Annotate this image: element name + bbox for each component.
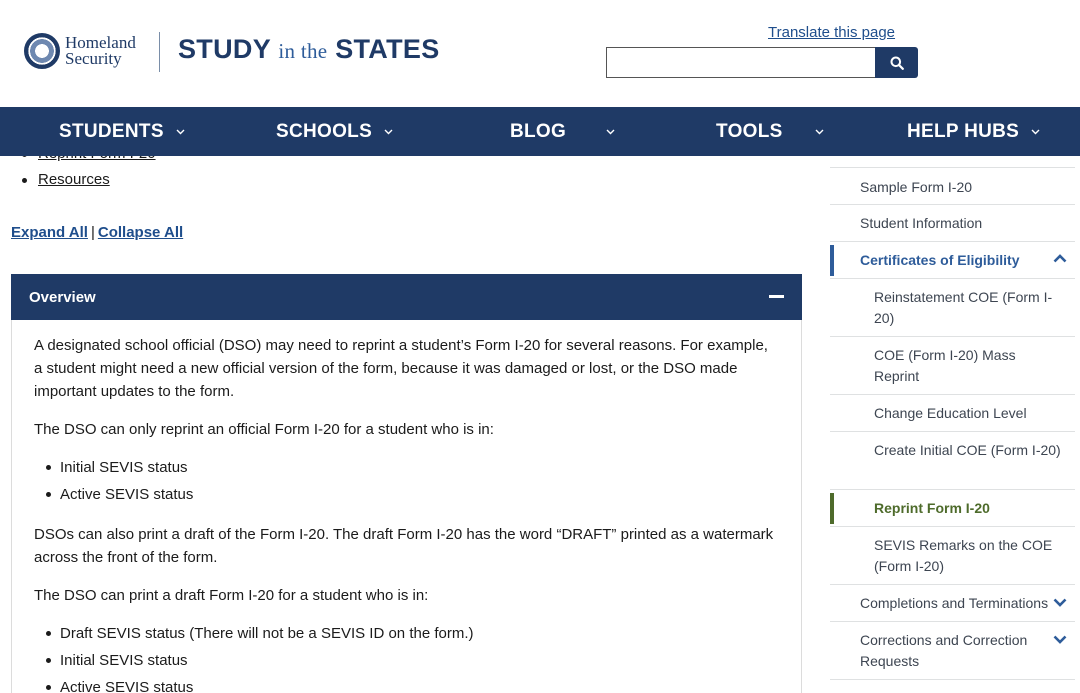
separator: | bbox=[90, 224, 95, 241]
list-item: Initial SEVIS status bbox=[34, 456, 779, 483]
sidebar-item-reprint-form[interactable]: Reprint Form I-20 bbox=[830, 490, 1075, 527]
search-icon bbox=[890, 56, 904, 70]
chevron-down-icon[interactable] bbox=[1053, 635, 1067, 644]
sidebar-item-certificates[interactable]: Certificates of Eligibility bbox=[830, 242, 1075, 279]
paragraph: A designated school official (DSO) may need to reprint a student’s Form I-20 for several reasons. For example, a student might need a new official version of the form, because it was damaged or lost, or the DSO made important updates to the form. bbox=[34, 337, 768, 400]
chevron-down-icon bbox=[815, 129, 824, 135]
sidebar-item-create-initial-coe[interactable]: Create Initial COE (Form I-20) bbox=[830, 432, 1075, 490]
accordion-title: Overview bbox=[29, 288, 96, 306]
list-item: Draft SEVIS status (There will not be a SEVIS ID on the form.) bbox=[34, 622, 779, 649]
list-item: Active SEVIS status bbox=[34, 676, 779, 693]
chevron-up-icon[interactable] bbox=[1053, 254, 1067, 263]
study-in-the-states-logo[interactable]: STUDY in the STATES bbox=[178, 34, 440, 64]
sidebar-item-student-information[interactable]: Student Information bbox=[830, 205, 1075, 242]
search-button[interactable] bbox=[875, 47, 918, 78]
list-item bbox=[22, 170, 156, 196]
dhs-logo[interactable] bbox=[24, 33, 136, 69]
collapse-minus-icon[interactable] bbox=[769, 295, 784, 298]
active-indicator bbox=[830, 245, 834, 276]
header-divider bbox=[159, 32, 160, 72]
nav-item-help-hubs[interactable]: HELP HUBS bbox=[907, 107, 1040, 156]
sidebar-item-corrections[interactable]: Corrections and Correction Requests bbox=[830, 622, 1075, 680]
dhs-seal-icon bbox=[24, 33, 60, 69]
sidebar-item-reinstatement-coe[interactable]: Reinstatement COE (Form I-20) bbox=[830, 279, 1075, 337]
sidebar-item-mass-reprint[interactable]: COE (Form I-20) Mass Reprint bbox=[830, 337, 1075, 395]
nav-item-tools[interactable]: TOOLS bbox=[716, 107, 824, 156]
dhs-wordmark: Homeland Security bbox=[65, 33, 136, 68]
nav-item-schools[interactable]: SCHOOLS bbox=[276, 107, 393, 156]
resources-link[interactable]: Resources bbox=[38, 171, 110, 188]
translate-page-link[interactable]: Translate this page bbox=[768, 24, 896, 41]
list-item: Initial SEVIS status bbox=[34, 649, 779, 676]
official-status-list bbox=[34, 456, 779, 510]
paragraph: The DSO can only reprint an official Form I-20 for a student who is in: bbox=[34, 421, 494, 438]
chevron-down-icon[interactable] bbox=[1053, 598, 1067, 607]
site-header bbox=[0, 0, 1080, 107]
sidebar-item-completions[interactable]: Completions and Terminations bbox=[830, 585, 1075, 622]
list-item: Active SEVIS status bbox=[34, 483, 779, 510]
chevron-down-icon bbox=[384, 129, 393, 135]
sidebar-item-sevis-remarks[interactable]: SEVIS Remarks on the COE (Form I-20) bbox=[830, 527, 1075, 585]
main-nav bbox=[0, 107, 1080, 156]
current-indicator bbox=[830, 493, 834, 524]
paragraph: DSOs can also print a draft of the Form I-20. The draft Form I-20 has the word “DRAFT” printed as a watermark across the front of the form. bbox=[34, 526, 774, 566]
accordion-overview-body bbox=[11, 320, 802, 693]
search-input[interactable] bbox=[606, 47, 876, 78]
draft-status-list bbox=[34, 622, 779, 693]
paragraph: The DSO can print a draft Form I-20 for a student who is in: bbox=[34, 587, 429, 604]
collapse-all-link[interactable]: Collapse All bbox=[97, 224, 184, 241]
nav-item-students[interactable]: STUDENTS bbox=[59, 107, 185, 156]
nav-item-blog[interactable]: BLOG bbox=[510, 107, 615, 156]
chevron-down-icon bbox=[176, 129, 185, 135]
chevron-down-icon bbox=[606, 129, 615, 135]
expand-all-link[interactable]: Expand All bbox=[11, 224, 88, 241]
chevron-down-icon bbox=[1031, 129, 1040, 135]
accordion-overview-header[interactable] bbox=[11, 274, 802, 320]
sidebar-item-change-education-level[interactable]: Change Education Level bbox=[830, 395, 1075, 432]
sidebar-item-sample-form[interactable]: Sample Form I-20 bbox=[830, 168, 1075, 205]
accordion-controls bbox=[11, 224, 183, 241]
